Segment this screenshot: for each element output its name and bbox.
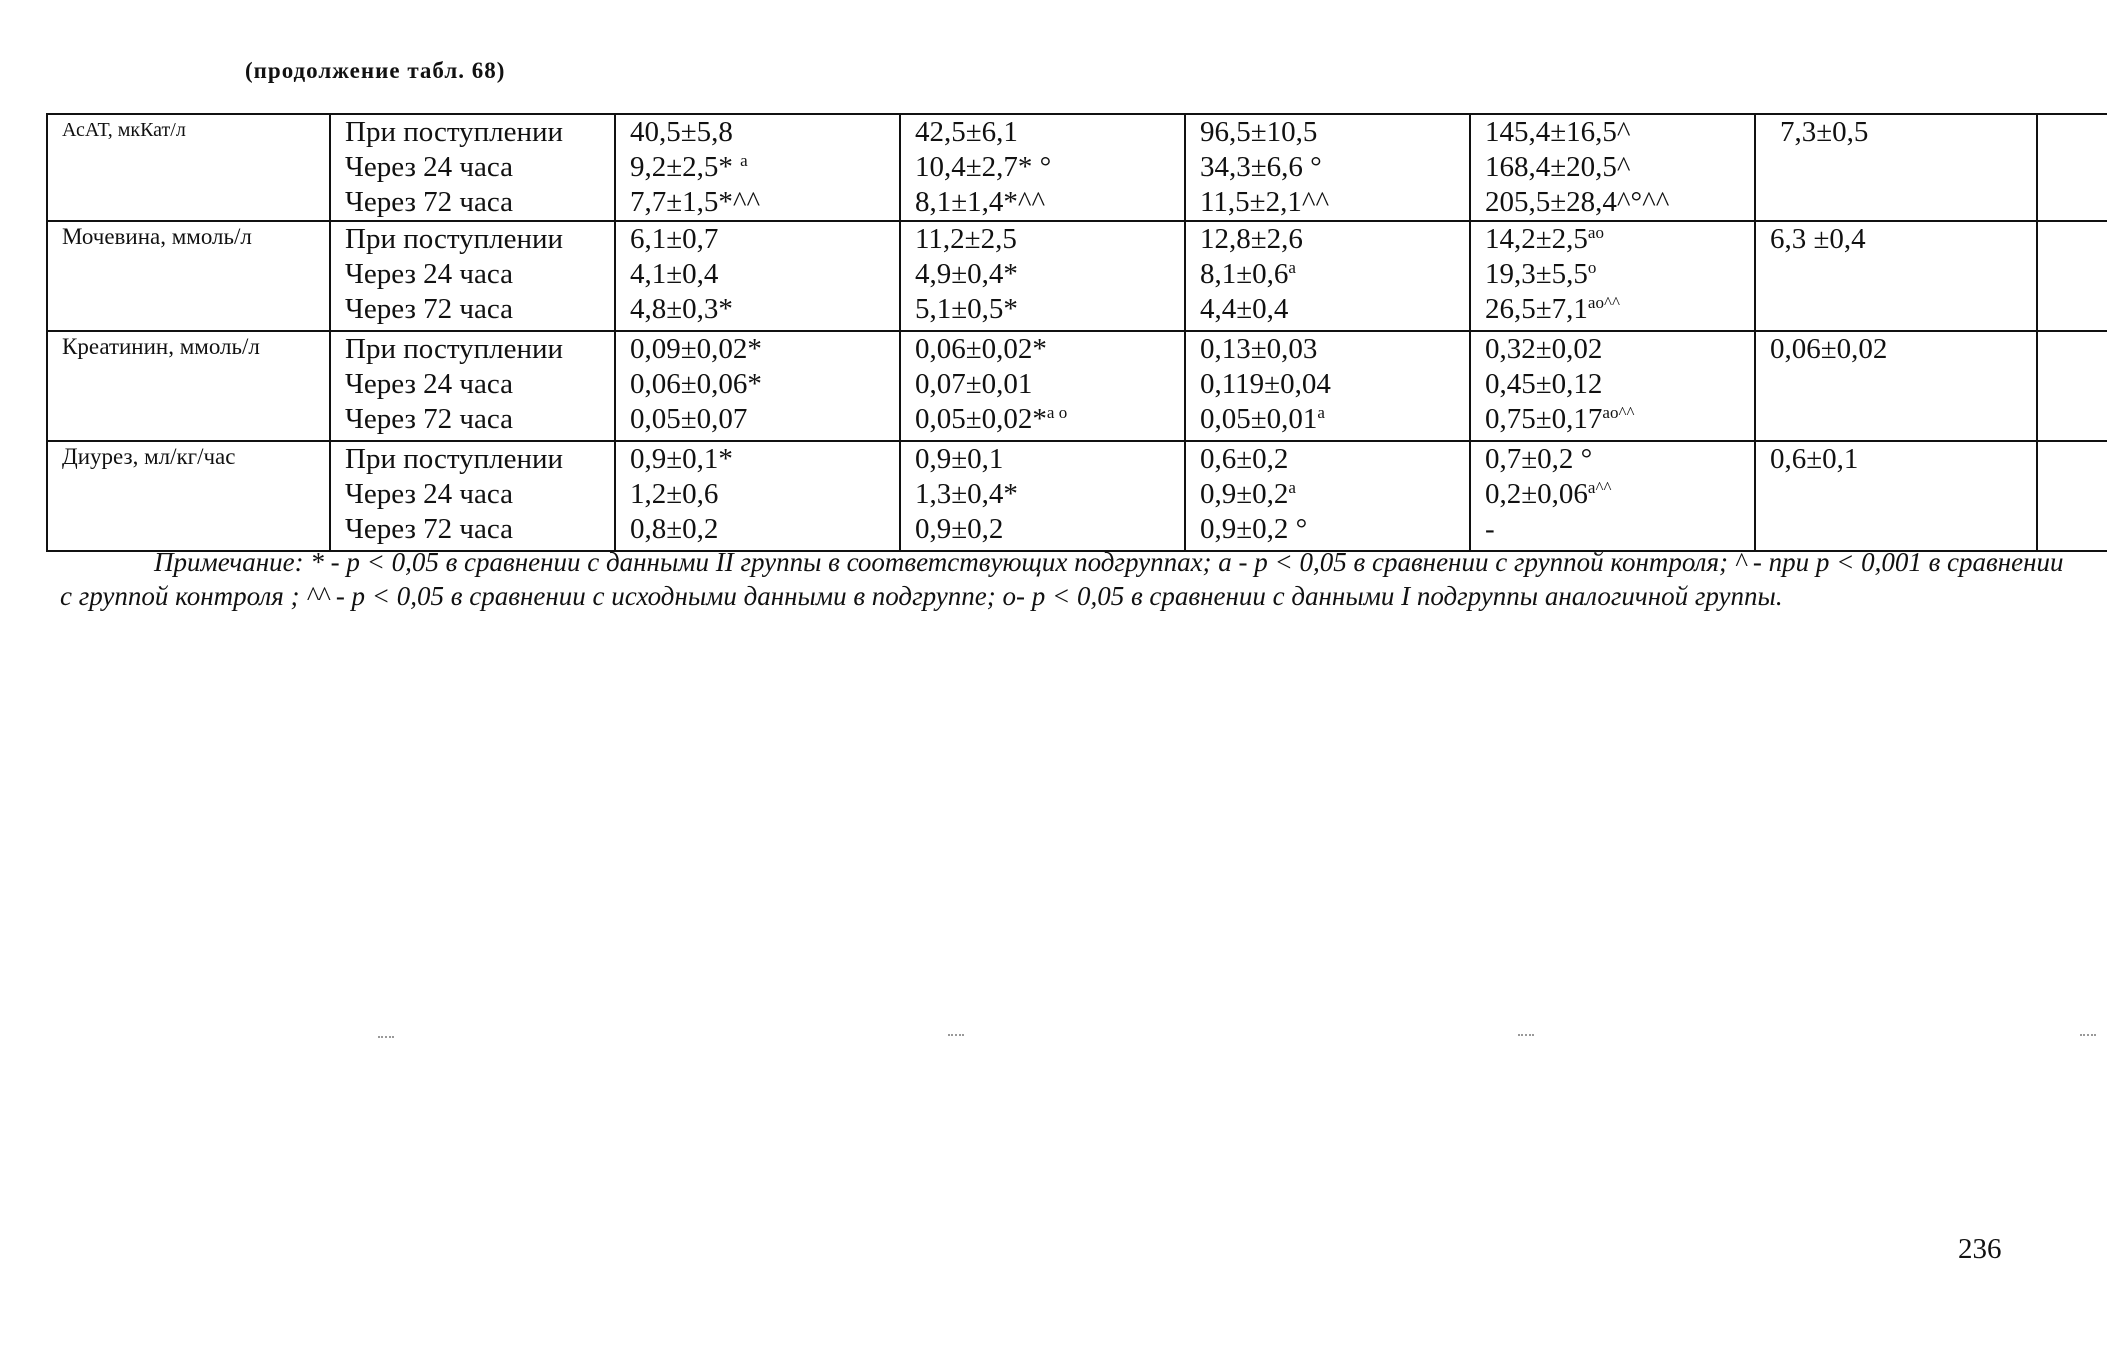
value-text: - (1485, 513, 1495, 545)
value-line (915, 185, 1184, 220)
empty-cell (2037, 441, 2107, 551)
value-cell-g2 (900, 331, 1185, 441)
value-text: 8,1±1,4*^^ (915, 186, 1046, 218)
parameter-cell: Креатинин, ммоль/л (47, 331, 330, 441)
value-line (630, 150, 899, 185)
value-line (1200, 512, 1469, 547)
value-text: 0,9±0,2 (915, 513, 1004, 545)
value-text: 11,2±2,5 (915, 223, 1017, 255)
value-cell-g3 (1185, 114, 1470, 221)
value-line (630, 292, 899, 327)
value-line (1200, 402, 1469, 437)
value-text: 0,9±0,1 (915, 443, 1004, 475)
value-line (1200, 292, 1469, 327)
control-value: 0,06±0,02 (1770, 333, 1888, 365)
scan-artifact (378, 1036, 394, 1044)
value-line (915, 512, 1184, 547)
value-line (630, 442, 899, 477)
timepoint-label: Через 24 часа (345, 368, 513, 400)
page-number: 236 (1958, 1233, 2002, 1265)
value-superscript: ао (1587, 223, 1604, 242)
value-line (915, 115, 1184, 150)
value-text: 0,7±0,2 ° (1485, 443, 1593, 475)
value-text: 4,4±0,4 (1200, 293, 1289, 325)
value-superscript: а (1288, 258, 1296, 277)
timepoint-cell (330, 331, 615, 441)
value-text: 0,13±0,03 (1200, 333, 1318, 365)
parameter-cell: Мочевина, ммоль/л (47, 221, 330, 331)
timepoint-label: Через 24 часа (345, 258, 513, 290)
table-footnote (60, 545, 2080, 613)
value-text: 10,4±2,7* ° (915, 151, 1052, 183)
timepoint-label: При поступлении (345, 333, 564, 365)
value-text: 0,2±0,06 (1485, 478, 1588, 510)
value-line (630, 512, 899, 547)
control-value: 6,3 ±0,4 (1770, 223, 1866, 255)
value-text: 7,7±1,5*^^ (630, 186, 761, 218)
value-text: 0,9±0,1* (630, 443, 733, 475)
value-text: 0,09±0,02* (630, 333, 762, 365)
value-line (1200, 367, 1469, 402)
value-line (1485, 512, 1754, 547)
timepoint-cell (330, 221, 615, 331)
timepoint-label: Через 72 часа (345, 403, 513, 435)
value-text: 0,05±0,01 (1200, 403, 1318, 435)
value-text: 42,5±6,1 (915, 116, 1018, 148)
scan-artifact (2080, 1034, 2096, 1042)
value-cell-g4 (1470, 331, 1755, 441)
value-text: 0,45±0,12 (1485, 368, 1603, 400)
value-line (1200, 185, 1469, 220)
timepoint-label: Через 24 часа (345, 151, 513, 183)
value-line (915, 292, 1184, 327)
value-cell-g3 (1185, 221, 1470, 331)
value-text: 1,2±0,6 (630, 478, 719, 510)
value-cell-g2 (900, 441, 1185, 551)
value-text: 1,3±0,4* (915, 478, 1018, 510)
value-superscript: ао^^ (1602, 403, 1635, 422)
lab-results-table (46, 113, 2107, 552)
value-text: 96,5±10,5 (1200, 116, 1318, 148)
value-text: 19,3±5,5 (1485, 258, 1588, 290)
value-line (1200, 222, 1469, 257)
value-line (915, 442, 1184, 477)
timepoint-label: При поступлении (345, 116, 564, 148)
parameter-cell: Диурез, мл/кг/час (47, 441, 330, 551)
value-cell-g1 (615, 331, 900, 441)
value-text: 40,5±5,8 (630, 116, 733, 148)
empty-cell (2037, 114, 2107, 221)
value-line (1200, 332, 1469, 367)
scan-artifact (948, 1034, 964, 1042)
value-text: 0,9±0,2 ° (1200, 513, 1308, 545)
value-line (915, 402, 1184, 437)
value-superscript: ао^^ (1587, 293, 1620, 312)
value-text: 12,8±2,6 (1200, 223, 1303, 255)
value-text: 0,32±0,02 (1485, 333, 1603, 365)
value-text: 4,8±0,3* (630, 293, 733, 325)
control-cell (1755, 221, 2037, 331)
table-row (47, 221, 2107, 331)
value-superscript: а (1317, 403, 1325, 422)
value-text: 14,2±2,5 (1485, 223, 1588, 255)
value-text: 9,2±2,5* (630, 151, 741, 183)
table-row (47, 114, 2107, 221)
value-superscript: а^^ (1587, 478, 1612, 497)
value-line (1485, 402, 1754, 437)
timepoint-cell (330, 441, 615, 551)
value-text: 0,119±0,04 (1200, 368, 1331, 400)
value-cell-g3 (1185, 331, 1470, 441)
value-line (915, 367, 1184, 402)
value-line (1485, 477, 1754, 512)
value-text: 8,1±0,6 (1200, 258, 1289, 290)
value-text: 0,06±0,06* (630, 368, 762, 400)
value-text: 0,07±0,01 (915, 368, 1033, 400)
value-line (630, 257, 899, 292)
value-text: 34,3±6,6 ° (1200, 151, 1322, 183)
timepoint-label: Через 72 часа (345, 513, 513, 545)
value-cell-g1 (615, 221, 900, 331)
value-cell-g1 (615, 114, 900, 221)
value-line (1485, 332, 1754, 367)
value-cell-g4 (1470, 441, 1755, 551)
timepoint-label: Через 24 часа (345, 478, 513, 510)
value-line (1485, 367, 1754, 402)
control-cell (1755, 114, 2037, 221)
value-text: 6,1±0,7 (630, 223, 719, 255)
control-cell (1755, 331, 2037, 441)
value-line (1485, 115, 1754, 150)
value-line (1200, 115, 1469, 150)
value-text: 205,5±28,4^°^^ (1485, 186, 1670, 218)
value-line (915, 222, 1184, 257)
value-superscript: о (1587, 258, 1597, 277)
value-line (630, 367, 899, 402)
control-value: 7,3±0,5 (1780, 116, 1869, 148)
table-continuation-caption: (продолжение табл. 68) (245, 58, 506, 83)
table-row (47, 441, 2107, 551)
value-line (1485, 185, 1754, 220)
value-line (915, 332, 1184, 367)
value-line (630, 185, 899, 220)
value-line (1485, 150, 1754, 185)
timepoint-cell (330, 114, 615, 221)
footnote-text: Примечание: * - р < 0,05 в сравнении с данными II группы в соответствующих подгруппах; а - р < 0,05 в сравнении с группой контроля; ^ - при р < 0,001 в сравнении с группой контроля ; ^^ - р < 0,05 в сравнении с исходными данными в подгруппе; о- р < 0,05 в сравнении с данными I подгруппы аналогичной группы. (60, 547, 2064, 611)
value-text: 0,05±0,07 (630, 403, 748, 435)
value-cell-g3 (1185, 441, 1470, 551)
value-line (915, 150, 1184, 185)
empty-cell (2037, 221, 2107, 331)
timepoint-label: Через 72 часа (345, 293, 513, 325)
value-line (1485, 222, 1754, 257)
value-text: 4,9±0,4* (915, 258, 1018, 290)
value-text: 168,4±20,5^ (1485, 151, 1631, 183)
value-line (630, 115, 899, 150)
value-text: 0,6±0,2 (1200, 443, 1289, 475)
value-text: 0,75±0,17 (1485, 403, 1603, 435)
value-line (1485, 257, 1754, 292)
timepoint-label: При поступлении (345, 223, 564, 255)
value-superscript: а о (1046, 403, 1068, 422)
value-line (1200, 257, 1469, 292)
value-line (1200, 477, 1469, 512)
value-cell-g4 (1470, 221, 1755, 331)
value-text: 145,4±16,5^ (1485, 116, 1631, 148)
control-value: 0,6±0,1 (1770, 443, 1859, 475)
value-line (1485, 442, 1754, 477)
scan-artifact (1518, 1034, 1534, 1042)
value-cell-g4 (1470, 114, 1755, 221)
value-cell-g2 (900, 114, 1185, 221)
timepoint-label: Через 72 часа (345, 186, 513, 218)
value-text: 0,05±0,02* (915, 403, 1047, 435)
timepoint-label: При поступлении (345, 443, 564, 475)
value-text: 0,9±0,2 (1200, 478, 1289, 510)
value-text: 11,5±2,1^^ (1200, 186, 1330, 218)
value-line (630, 222, 899, 257)
value-text: 0,06±0,02* (915, 333, 1047, 365)
empty-cell (2037, 331, 2107, 441)
parameter-cell: АсАТ, мкКат/л (47, 114, 330, 221)
value-line (915, 477, 1184, 512)
table-row (47, 331, 2107, 441)
value-line (630, 477, 899, 512)
value-text: 26,5±7,1 (1485, 293, 1588, 325)
value-text: 0,8±0,2 (630, 513, 719, 545)
control-cell (1755, 441, 2037, 551)
value-line (1485, 292, 1754, 327)
value-cell-g2 (900, 221, 1185, 331)
value-text: 4,1±0,4 (630, 258, 719, 290)
value-line (630, 402, 899, 437)
value-cell-g1 (615, 441, 900, 551)
value-line (915, 257, 1184, 292)
value-superscript: а (1288, 478, 1296, 497)
value-superscript: а (740, 151, 748, 170)
value-line (1200, 442, 1469, 477)
value-text: 5,1±0,5* (915, 293, 1018, 325)
value-line (1200, 150, 1469, 185)
value-line (630, 332, 899, 367)
